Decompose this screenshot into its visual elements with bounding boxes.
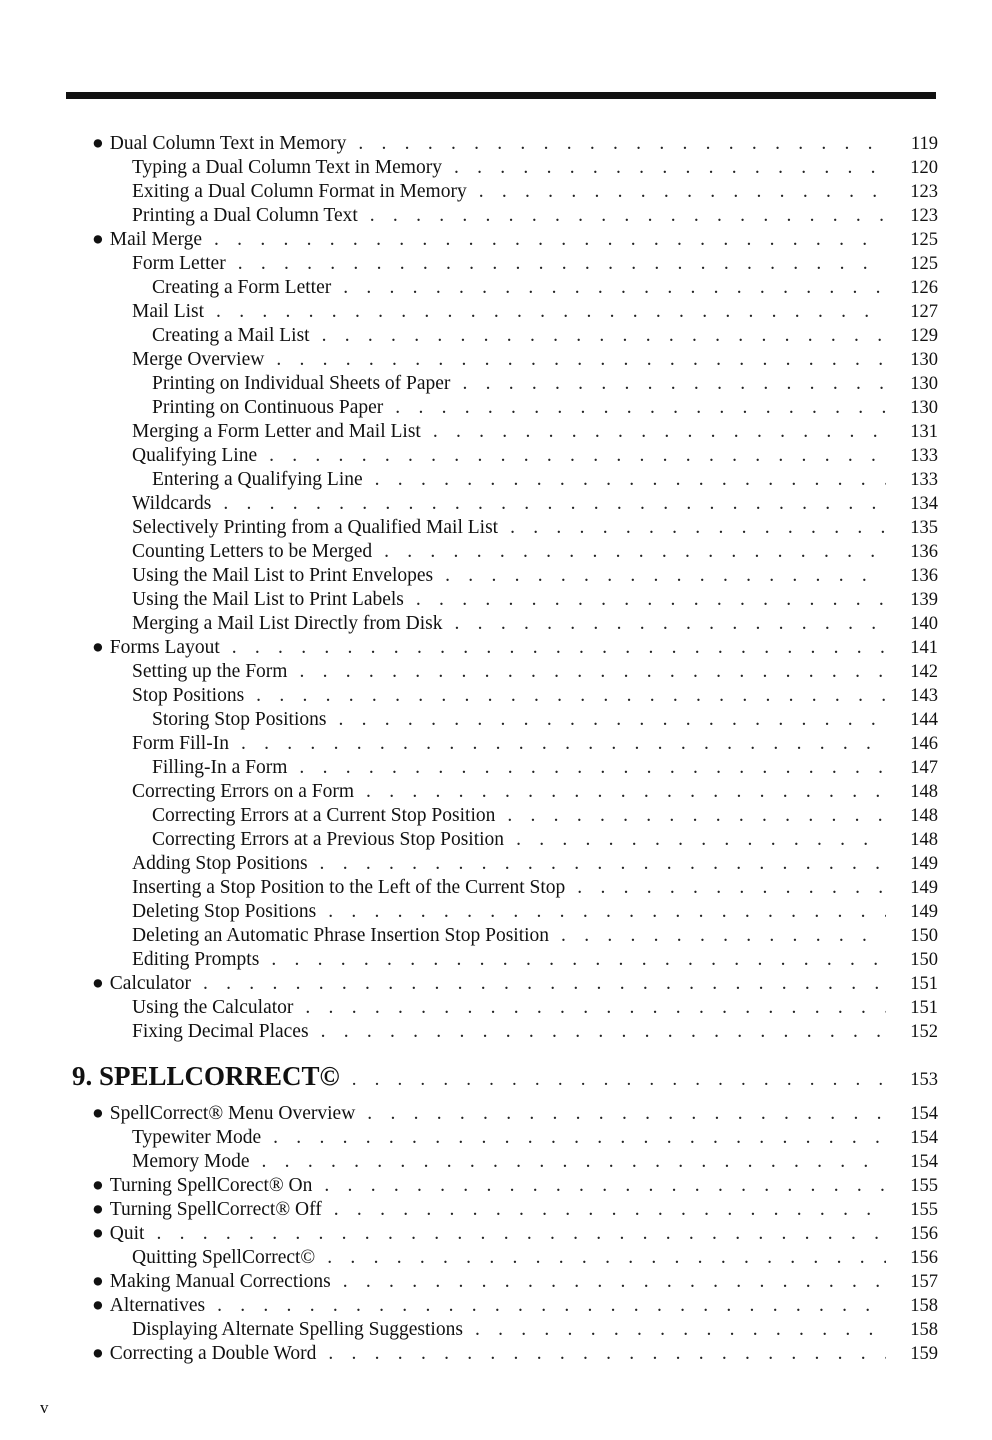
toc-entry-label	[152, 372, 462, 396]
toc-entry-page-number: 149	[910, 878, 938, 898]
toc-entry[interactable]	[0, 1294, 992, 1318]
dot-leader	[445, 564, 886, 588]
dot-leader	[343, 276, 886, 300]
dot-leader	[516, 828, 886, 852]
dot-leader	[320, 852, 886, 876]
chapter-heading[interactable]	[0, 1050, 992, 1102]
toc-entry-text: Selectively Printing from a Qualified Mail List	[132, 517, 499, 538]
toc-entry-label	[92, 1294, 217, 1318]
toc-entry-text: Form Fill-In	[132, 733, 229, 754]
chapter-title: SPELLCORRECT©	[99, 1061, 340, 1091]
toc-entry-page-number: 148	[910, 806, 938, 826]
toc-entry-text: Forms Layout	[109, 637, 220, 658]
toc-entry-text: Printing a Dual Column Text	[132, 205, 358, 226]
toc-entry-label	[152, 276, 343, 300]
bullet-icon: ●	[92, 637, 104, 658]
toc-entry-text: Using the Mail List to Print Labels	[132, 589, 404, 610]
toc-entry-text: Storing Stop Positions	[152, 709, 327, 730]
toc-entry[interactable]	[0, 564, 992, 588]
dot-leader	[273, 1126, 886, 1150]
toc-entry-label	[152, 468, 375, 492]
bullet-icon: ●	[92, 1295, 104, 1316]
toc-entry-page-number: 150	[910, 950, 938, 970]
toc-entry-page-number: 149	[910, 902, 938, 922]
toc-entry-label	[92, 1222, 156, 1246]
toc-entry-label	[132, 1020, 321, 1044]
toc-entry-text: Making Manual Corrections	[109, 1271, 331, 1292]
toc-entry-page-number: 157	[910, 1272, 938, 1292]
toc-entry-text: Using the Calculator	[132, 997, 294, 1018]
toc-entry-text: Quit	[109, 1223, 145, 1244]
toc-entry-label	[132, 948, 271, 972]
toc-entry[interactable]	[0, 1270, 992, 1294]
toc-entry-page-number: 142	[910, 662, 938, 682]
toc-entry-text: SpellCorrect® Menu Overview	[109, 1103, 356, 1124]
dot-leader	[276, 348, 886, 372]
dot-leader	[475, 1318, 886, 1342]
toc-entry-label	[132, 780, 366, 804]
toc-entry-text: Typewiter Mode	[132, 1127, 262, 1148]
toc-entry-text: Fixing Decimal Places	[132, 1021, 309, 1042]
toc-entry-text: Dual Column Text in Memory	[109, 133, 347, 154]
toc-entry-text: Qualifying Line	[132, 445, 258, 466]
toc-entry[interactable]	[0, 300, 992, 324]
bullet-icon: ●	[92, 1175, 104, 1196]
toc-entry-page-number: 133	[910, 446, 938, 466]
dot-leader	[577, 876, 886, 900]
toc-entry-text: Deleting Stop Positions	[132, 901, 317, 922]
toc-entry-text: Inserting a Stop Position to the Left of the Current Stop	[132, 877, 566, 898]
toc-entry-text: Correcting Errors on a Form	[132, 781, 355, 802]
toc-entry-text: Merging a Mail List Directly from Disk	[132, 613, 443, 634]
bullet-icon: ●	[92, 1103, 104, 1124]
toc-entry-text: Alternatives	[109, 1295, 206, 1316]
toc-entry-page-number: 126	[910, 278, 938, 298]
dot-leader	[216, 300, 886, 324]
toc-entry-text: Setting up the Form	[132, 661, 288, 682]
dot-leader	[510, 516, 886, 540]
toc-entry[interactable]	[0, 804, 992, 828]
toc-entry-page-number: 151	[910, 998, 938, 1018]
dot-leader	[384, 540, 886, 564]
toc-entry-label	[132, 444, 269, 468]
toc-entry-page-number: 156	[910, 1224, 938, 1244]
dot-leader	[375, 468, 886, 492]
dot-leader	[203, 972, 886, 996]
toc-entry[interactable]	[0, 660, 992, 684]
toc-entry-label	[132, 516, 510, 540]
toc-entry-text: Printing on Individual Sheets of Paper	[152, 373, 451, 394]
toc-entry-label	[132, 348, 276, 372]
toc-entry-text: Exiting a Dual Column Format in Memory	[132, 181, 467, 202]
toc-entry-label	[132, 252, 238, 276]
toc-entry-page-number: 120	[910, 158, 938, 178]
toc-entry-text: Merging a Form Letter and Mail List	[132, 421, 421, 442]
toc-entry[interactable]	[0, 1020, 992, 1044]
toc-entry-label	[132, 876, 577, 900]
toc-entry-text: Calculator	[109, 973, 191, 994]
toc-entry-page-number: 146	[910, 734, 938, 754]
toc-entry-text: Entering a Qualifying Line	[152, 469, 363, 490]
dot-leader	[232, 636, 886, 660]
toc-entry-page-number: 154	[910, 1104, 938, 1124]
toc-entry[interactable]	[0, 516, 992, 540]
dot-leader	[324, 1174, 886, 1198]
toc-entry-text: Mail List	[132, 301, 205, 322]
toc-entry-text: Editing Prompts	[132, 949, 260, 970]
toc-entry-page-number: 133	[910, 470, 938, 490]
toc-entry[interactable]	[0, 900, 992, 924]
toc-entry-page-number: 154	[910, 1152, 938, 1172]
toc-entry-label	[92, 1198, 334, 1222]
toc-entry-label	[132, 564, 445, 588]
bullet-icon: ●	[92, 133, 104, 154]
toc-entry[interactable]	[0, 372, 992, 396]
toc-entry-label	[132, 1150, 262, 1174]
toc-entry-text: Memory Mode	[132, 1151, 250, 1172]
toc-entry[interactable]	[0, 348, 992, 372]
toc-entry-page-number: 131	[910, 422, 938, 442]
toc-entry-page-number: 159	[910, 1344, 938, 1364]
toc-entry-text: Typing a Dual Column Text in Memory	[132, 157, 442, 178]
toc-entry-page-number: 155	[910, 1200, 938, 1220]
toc-entry-label	[92, 1102, 367, 1126]
page-folio: v	[40, 1398, 49, 1417]
toc-entry-label	[92, 1270, 343, 1294]
dot-leader	[214, 228, 886, 252]
toc-entry-page-number: 147	[910, 758, 938, 778]
toc-entry-label	[152, 828, 516, 852]
toc-entry-label	[132, 540, 384, 564]
toc-entry[interactable]	[0, 156, 992, 180]
dot-leader	[370, 204, 886, 228]
chapter-number: 9.	[72, 1061, 93, 1091]
toc-entry-page-number: 141	[910, 638, 938, 658]
toc-entry-text: Merge Overview	[132, 349, 265, 370]
toc-entry[interactable]	[0, 708, 992, 732]
toc-entry[interactable]	[0, 132, 992, 156]
toc-entry-page-number: 152	[910, 1022, 938, 1042]
toc-entry-page-number: 158	[910, 1296, 938, 1316]
toc-entry-text: Stop Positions	[132, 685, 245, 706]
dot-leader	[462, 372, 886, 396]
toc-entry-text: Mail Merge	[109, 229, 203, 250]
toc-entry-text: Wildcards	[132, 493, 212, 514]
toc-entry-label	[92, 972, 203, 996]
toc-entry-label	[152, 324, 322, 348]
toc-entry[interactable]	[0, 780, 992, 804]
toc-entry[interactable]	[0, 1318, 992, 1342]
toc-entry[interactable]	[0, 876, 992, 900]
toc-entry-page-number: 139	[910, 590, 938, 610]
toc-entry-text: Filling-In a Form	[152, 757, 288, 778]
toc-entry[interactable]	[0, 636, 992, 660]
toc-entry-page-number: 127	[910, 302, 938, 322]
toc-entry-text: Quitting SpellCorrect©	[132, 1247, 316, 1268]
toc-entry-page-number: 148	[910, 782, 938, 802]
toc-entry[interactable]	[0, 204, 992, 228]
dot-leader	[299, 756, 886, 780]
dot-leader	[454, 156, 886, 180]
toc-entry[interactable]	[0, 492, 992, 516]
toc-entry[interactable]	[0, 1246, 992, 1270]
toc-entry-label	[92, 228, 214, 252]
toc-entry[interactable]	[0, 1174, 992, 1198]
toc-entry[interactable]	[0, 1222, 992, 1246]
toc-entry[interactable]	[0, 468, 992, 492]
dot-leader	[395, 396, 886, 420]
toc-entry-page-number: 125	[910, 254, 938, 274]
toc-entry-label	[152, 756, 299, 780]
toc-entry-page-number: 140	[910, 614, 938, 634]
toc-entry-label	[152, 396, 395, 420]
dot-leader	[217, 1294, 886, 1318]
toc-entry-label	[132, 900, 328, 924]
toc-entry-label	[92, 1174, 324, 1198]
chapter-entries-list	[0, 1102, 992, 1366]
toc-entry-text: Using the Mail List to Print Envelopes	[132, 565, 434, 586]
toc-entry-text: Turning SpellCorrect® Off	[109, 1199, 322, 1220]
dot-leader	[416, 588, 886, 612]
toc-entry-page-number: 135	[910, 518, 938, 538]
toc-entry-page-number: 150	[910, 926, 938, 946]
toc-entry-text: Counting Letters to be Merged	[132, 541, 373, 562]
toc-entry-label	[132, 156, 454, 180]
toc-entry[interactable]	[0, 540, 992, 564]
toc-entry-page-number: 125	[910, 230, 938, 250]
dot-leader	[366, 780, 886, 804]
toc-entry-label	[92, 1342, 328, 1366]
toc-entry-text: Adding Stop Positions	[132, 853, 308, 874]
toc-entry-label	[132, 996, 305, 1020]
toc-entry-page-number: 149	[910, 854, 938, 874]
toc-entry-label	[132, 660, 299, 684]
toc-entry-page-number: 130	[910, 374, 938, 394]
toc-entry[interactable]	[0, 948, 992, 972]
chapter-heading-label	[72, 1050, 352, 1102]
toc-entry-label	[132, 420, 433, 444]
toc-entry-label	[132, 732, 241, 756]
toc-entry-label	[132, 492, 223, 516]
toc-entry-page-number: 136	[910, 542, 938, 562]
dot-leader	[433, 420, 886, 444]
toc-entry-text: Turning SpellCorect® On	[109, 1175, 313, 1196]
toc-entry-label	[132, 1126, 273, 1150]
toc-entry[interactable]	[0, 756, 992, 780]
toc-entry[interactable]	[0, 588, 992, 612]
toc-entry[interactable]	[0, 324, 992, 348]
toc-entry[interactable]	[0, 1102, 992, 1126]
dot-leader	[338, 708, 886, 732]
toc-entry[interactable]	[0, 1150, 992, 1174]
toc-entry[interactable]	[0, 972, 992, 996]
dot-leader	[223, 492, 886, 516]
table-of-contents	[0, 132, 992, 1366]
bullet-icon: ●	[92, 973, 104, 994]
toc-entry-label	[92, 636, 232, 660]
toc-entry-text: Printing on Continuous Paper	[152, 397, 384, 418]
dot-leader	[241, 732, 886, 756]
dot-leader	[269, 444, 886, 468]
toc-entry-page-number: 130	[910, 350, 938, 370]
bullet-icon: ●	[92, 1199, 104, 1220]
dot-leader	[328, 1342, 886, 1366]
dot-leader	[271, 948, 886, 972]
toc-entry-page-number: 123	[910, 206, 938, 226]
dot-leader	[352, 1054, 886, 1106]
toc-entry-label	[132, 612, 455, 636]
dot-leader	[299, 660, 886, 684]
header-rule	[66, 92, 936, 99]
bullet-icon: ●	[92, 229, 104, 250]
toc-entry-label	[132, 852, 320, 876]
dot-leader	[305, 996, 886, 1020]
toc-entry[interactable]	[0, 732, 992, 756]
toc-entry[interactable]	[0, 396, 992, 420]
dot-leader	[343, 1270, 886, 1294]
dot-leader	[322, 324, 886, 348]
toc-entries-list	[0, 132, 992, 1044]
dot-leader	[328, 900, 886, 924]
toc-entry-label	[132, 588, 416, 612]
bullet-icon: ●	[92, 1223, 104, 1244]
toc-entry[interactable]	[0, 852, 992, 876]
dot-leader	[507, 804, 886, 828]
toc-entry-label	[132, 180, 479, 204]
bullet-icon: ●	[92, 1271, 104, 1292]
dot-leader	[367, 1102, 886, 1126]
toc-entry-page-number: 151	[910, 974, 938, 994]
toc-entry-label	[132, 1318, 475, 1342]
toc-entry[interactable]	[0, 180, 992, 204]
toc-entry-label	[132, 204, 370, 228]
toc-entry-text: Displaying Alternate Spelling Suggestions	[132, 1319, 463, 1340]
toc-entry[interactable]	[0, 996, 992, 1020]
toc-entry-label	[152, 708, 338, 732]
chapter-page-number: 153	[910, 1070, 938, 1090]
bullet-icon: ●	[92, 1343, 104, 1364]
toc-entry[interactable]	[0, 252, 992, 276]
dot-leader	[327, 1246, 886, 1270]
toc-entry-page-number: 155	[910, 1176, 938, 1196]
dot-leader	[238, 252, 886, 276]
toc-entry-page-number: 148	[910, 830, 938, 850]
toc-entry[interactable]	[0, 1342, 992, 1366]
toc-entry[interactable]	[0, 444, 992, 468]
dot-leader	[479, 180, 886, 204]
toc-entry-page-number: 144	[910, 710, 938, 730]
dot-leader	[358, 132, 886, 156]
dot-leader	[256, 684, 886, 708]
toc-entry-page-number: 123	[910, 182, 938, 202]
toc-entry-text: Correcting Errors at a Previous Stop Position	[152, 829, 505, 850]
dot-leader	[455, 612, 886, 636]
toc-entry[interactable]	[0, 420, 992, 444]
dot-leader	[321, 1020, 886, 1044]
dot-leader	[262, 1150, 886, 1174]
dot-leader	[334, 1198, 886, 1222]
toc-entry-page-number: 156	[910, 1248, 938, 1268]
toc-entry-page-number: 130	[910, 398, 938, 418]
dot-leader	[156, 1222, 886, 1246]
toc-entry-page-number: 129	[910, 326, 938, 346]
toc-entry-page-number: 154	[910, 1128, 938, 1148]
dot-leader	[561, 924, 886, 948]
toc-entry-text: Form Letter	[132, 253, 226, 274]
toc-entry-page-number: 158	[910, 1320, 938, 1340]
toc-entry-text: Correcting Errors at a Current Stop Position	[152, 805, 496, 826]
toc-entry[interactable]	[0, 1198, 992, 1222]
toc-entry-text: Creating a Form Letter	[152, 277, 332, 298]
toc-entry[interactable]	[0, 276, 992, 300]
toc-entry[interactable]	[0, 828, 992, 852]
toc-entry[interactable]	[0, 612, 992, 636]
toc-entry-text: Creating a Mail List	[152, 325, 310, 346]
toc-entry-page-number: 136	[910, 566, 938, 586]
toc-entry-label	[132, 300, 216, 324]
toc-entry-page-number: 143	[910, 686, 938, 706]
toc-entry-label	[92, 132, 358, 156]
toc-entry[interactable]	[0, 228, 992, 252]
toc-entry[interactable]	[0, 684, 992, 708]
toc-entry-text: Correcting a Double Word	[109, 1343, 317, 1364]
toc-entry-label	[152, 804, 507, 828]
toc-entry-page-number: 119	[910, 134, 938, 154]
toc-entry-page-number: 134	[910, 494, 938, 514]
toc-entry[interactable]	[0, 924, 992, 948]
toc-entry-text: Deleting an Automatic Phrase Insertion Stop Position	[132, 925, 550, 946]
toc-entry-label	[132, 684, 256, 708]
toc-entry-label	[132, 924, 561, 948]
toc-entry[interactable]	[0, 1126, 992, 1150]
toc-entry-label	[132, 1246, 327, 1270]
